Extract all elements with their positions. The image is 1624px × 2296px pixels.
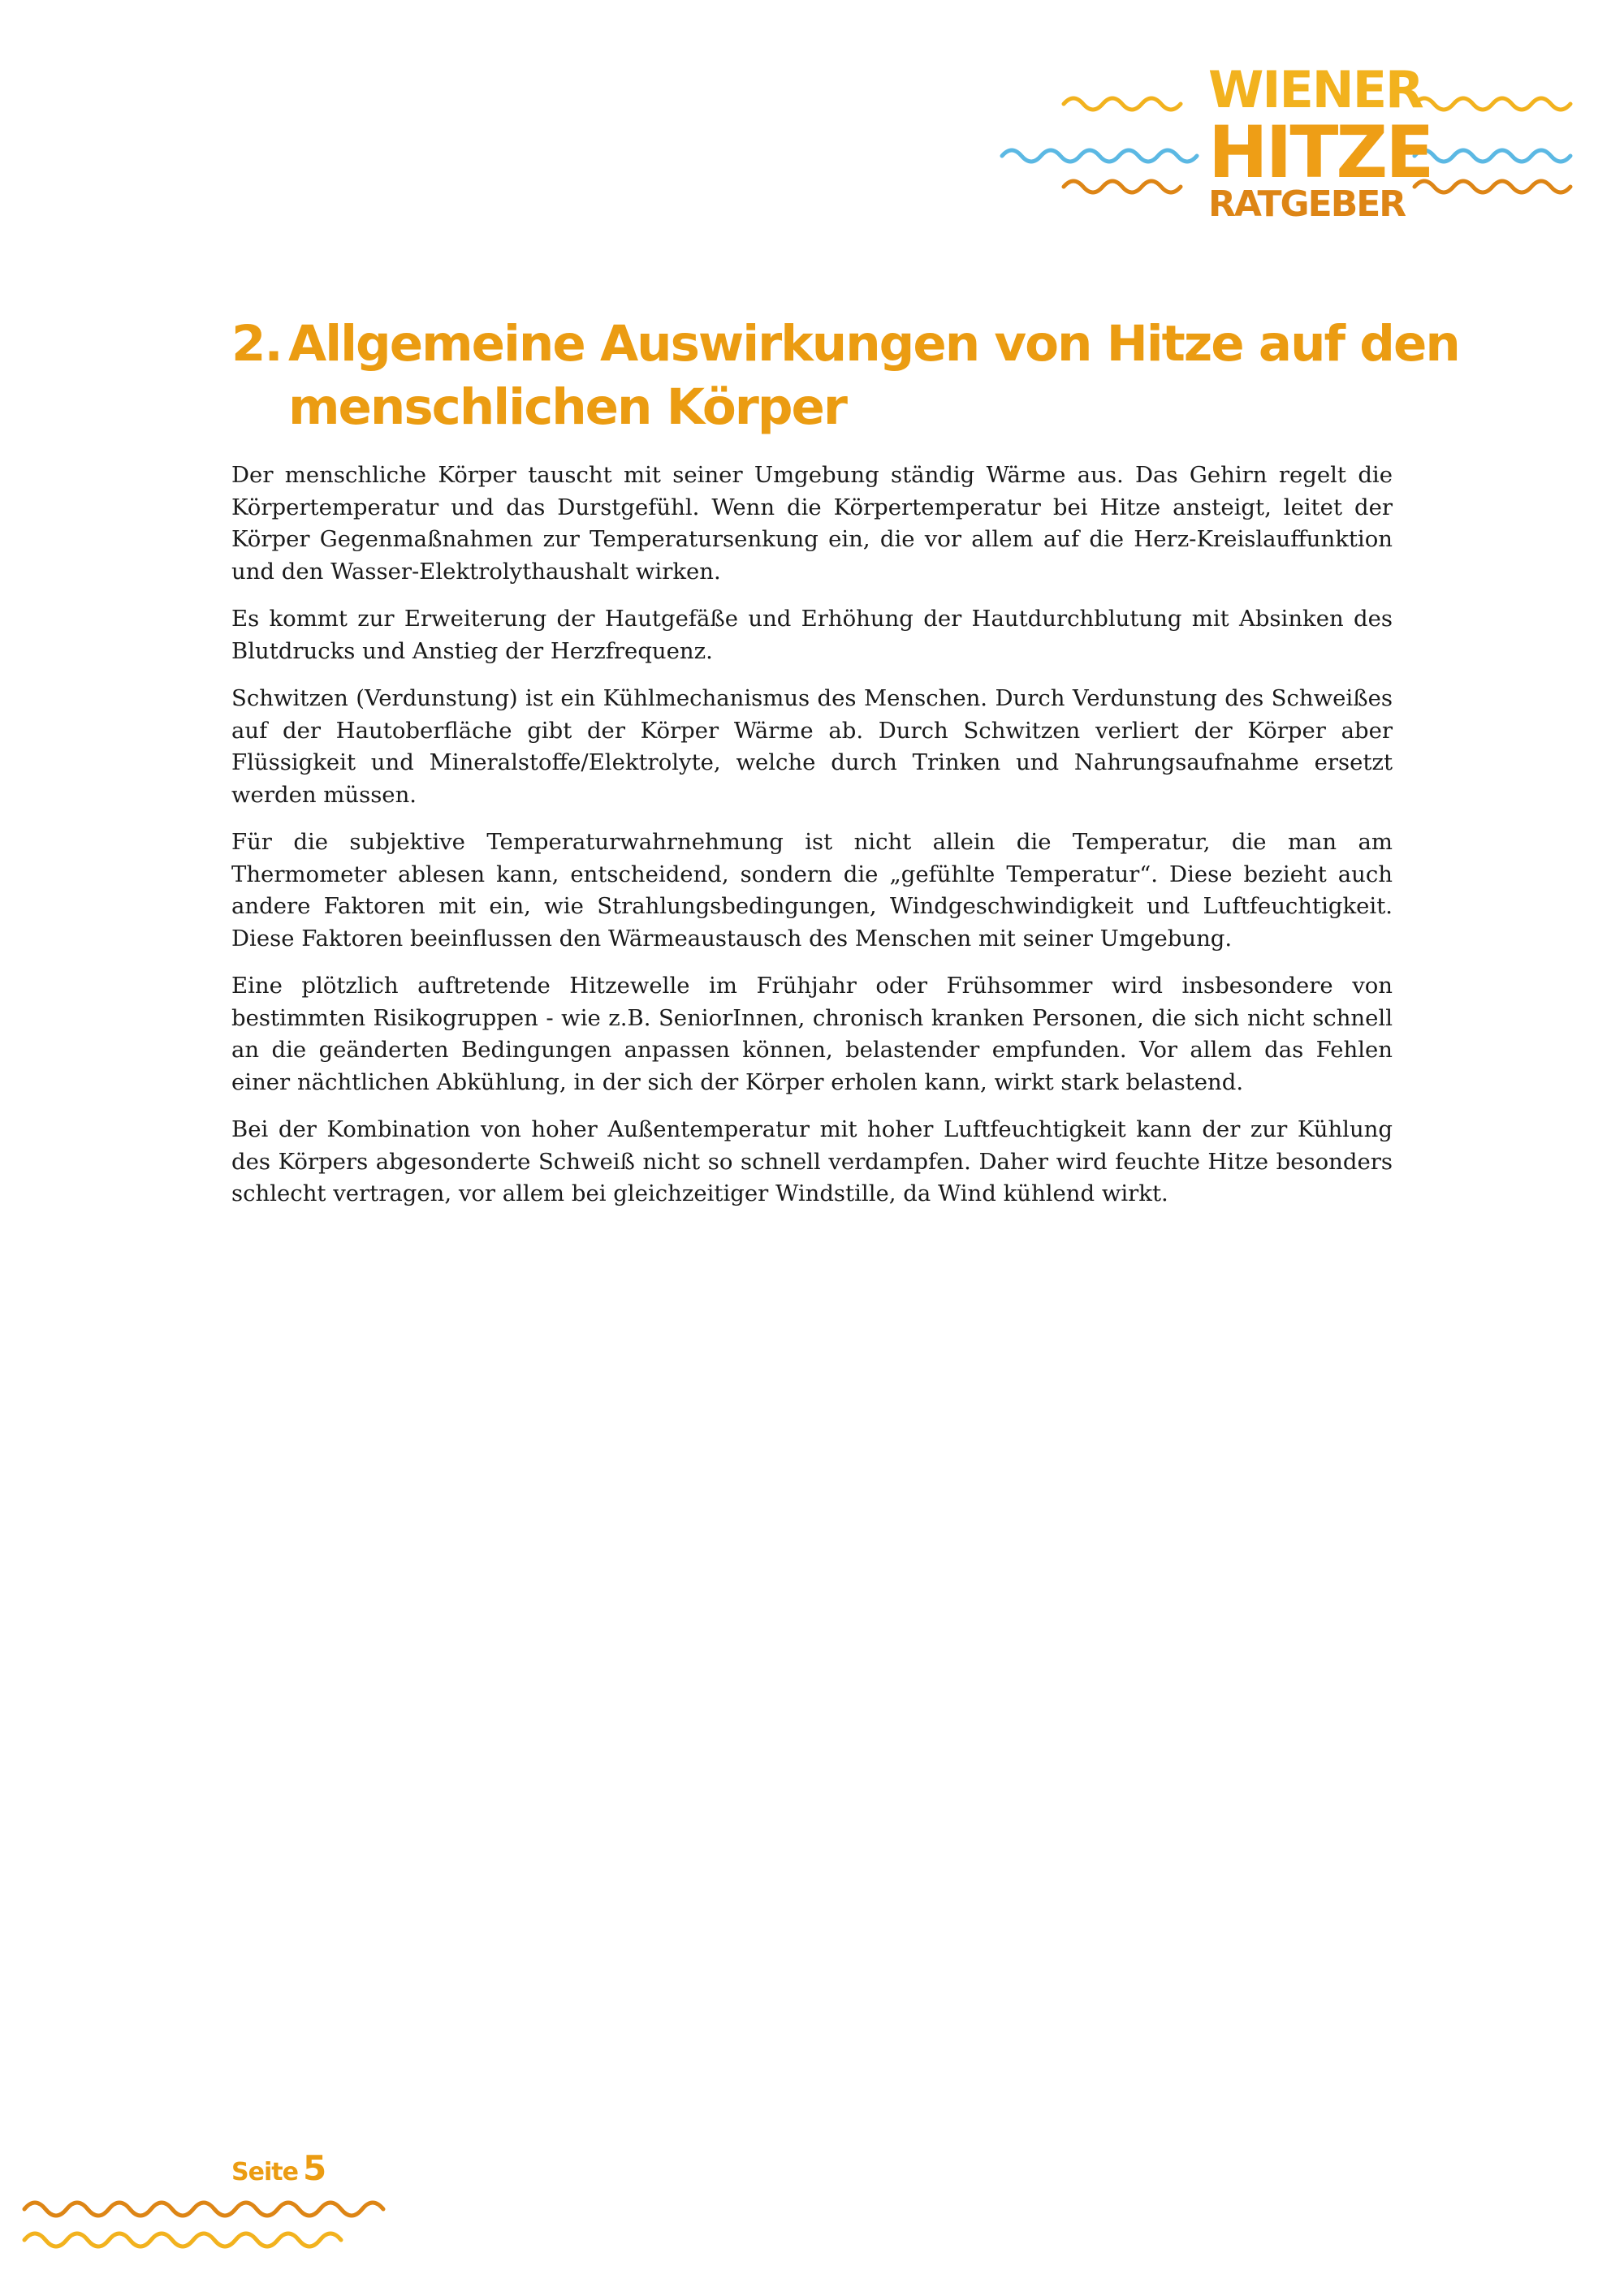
paragraph-1: Der menschliche Körper tauscht mit seiner Umgebung ständig Wärme aus. Das Gehirn regelt die Körpertemperatur und das Durstgefühl. Wenn die Körpertemperatur bei Hitze ansteigt, leitet der Körper Gegenmaßnahmen zur Temperatursenkung ein, die vor allem auf die Herz-Kreislauffunktion und den Wasser-Elektrolythaushalt wirken. — [231, 462, 1393, 585]
heading-text-1: Allgemeine Auswirkungen von Hitze auf den — [288, 315, 1459, 373]
page-number: 5 — [302, 2148, 327, 2188]
page-number-label — [231, 2148, 326, 2188]
logo-word-wiener: WIENER — [1208, 60, 1423, 119]
footer-waves-icon — [16, 2188, 390, 2261]
section-heading — [231, 313, 1459, 439]
section-number: 2. — [231, 315, 282, 373]
left-wave-blue — [1002, 150, 1197, 162]
body-text — [231, 460, 1393, 1226]
wiener-hitze-ratgeber-logo — [991, 57, 1575, 235]
left-wave-yellow — [1064, 98, 1181, 110]
logo-wordmark — [1208, 60, 1432, 225]
logo-word-hitze: HITZE — [1208, 110, 1432, 194]
right-wave-blue — [1415, 150, 1570, 162]
logo-word-ratgeber: RATGEBER — [1208, 183, 1406, 225]
paragraph-2: Es kommt zur Erweiterung der Hautgefäße und Erhöhung der Hautdurchblutung mit Absinken des Blutdrucks und Anstieg der Herzfrequenz. — [231, 606, 1393, 664]
heading-line-2: menschlichen Körper — [288, 378, 847, 436]
right-wave-orange — [1415, 181, 1570, 192]
page-word: Seite — [231, 2158, 298, 2186]
paragraph-4: Für die subjektive Temperaturwahrnehmung ist nicht allein die Temperatur, die man am Thermometer ablesen kann, entscheidend, sondern die „gefühlte Temperatur“. Diese bezieht auch andere Faktoren mit ein, wie Strahlungsbedingungen, Windgeschwindigkeit und Luftfeuchtigkeit. Diese Faktoren beeinflussen den Wärmeaustausch des Menschen mit seiner Umgebung. — [231, 829, 1393, 952]
paragraph-5: Eine plötzlich auftretende Hitzewelle im Frühjahr oder Frühsommer wird insbesondere von bestimmten Risikogruppen - wie z.B. SeniorInnen, chronisch kranken Personen, die sich nicht schnell an die geänderten Bedingungen anpassen können, belastender empfunden. Vor allem das Fehlen einer nächtlichen Abkühlung, in der sich der Körper erholen kann, wirkt stark belastend. — [231, 973, 1393, 1095]
paragraph-3: Schwitzen (Verdunstung) ist ein Kühlmechanismus des Menschen. Durch Verdunstung des Schweißes auf der Hautoberfläche gibt der Körper Wärme ab. Durch Schwitzen verliert der Körper aber Flüssigkeit und Mineralstoffe/Elektrolyte, welche durch Trinken und Nahrungsaufnahme ersetzt werden müssen. — [231, 685, 1393, 808]
left-wave-orange — [1064, 181, 1181, 192]
footer-wave-yellow — [24, 2233, 341, 2246]
right-wave-yellow — [1415, 98, 1570, 110]
footer-wave-orange — [24, 2203, 383, 2216]
heading-line-1 — [231, 313, 1459, 376]
paragraph-6: Bei der Kombination von hoher Außentemperatur mit hoher Luftfeuchtigkeit kann der zur Kühlung des Körpers abgesonderte Schweiß nicht so schnell verdampfen. Daher wird feuchte Hitze besonders schlecht vertragen, vor allem bei gleichzeitiger Windstille, da Wind kühlend wirkt. — [231, 1116, 1393, 1206]
